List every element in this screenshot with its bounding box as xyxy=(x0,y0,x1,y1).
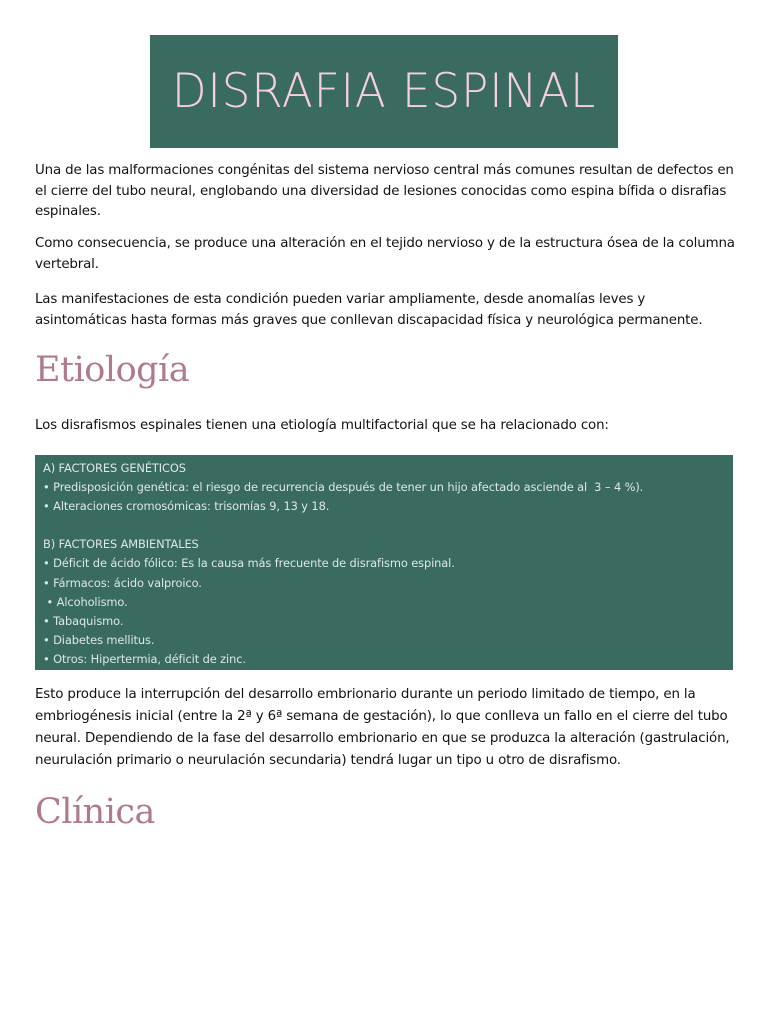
intro-paragraph-2: Como consecuencia, se produce una alteración en el tejido nervioso y de la estructura ósea de la columna vertebral. xyxy=(35,236,735,272)
list-item: • Otros: Hipertermia, déficit de zinc. xyxy=(43,651,246,666)
spacer xyxy=(43,516,725,535)
intro-paragraph-3: Las manifestaciones de esta condición pueden variar ampliamente, desde anomalías leves y asintomáticas hasta formas más graves que conllevan discapacidad física y neurológica permanente. xyxy=(35,292,703,328)
etiologia-lead: Los disrafismos espinales tienen una etiología multifactorial que se ha relacionado con: xyxy=(35,418,609,433)
title-banner xyxy=(150,35,618,148)
factors-box xyxy=(35,455,733,670)
list-item: • Predisposición genética: el riesgo de recurrencia después de tener un hijo afectado asciende al 3 – 4 %). xyxy=(43,480,644,495)
section-heading-etiologia: Etiología xyxy=(35,350,190,390)
list-item: • Tabaquismo. xyxy=(43,613,124,628)
list-item: • Alteraciones cromosómicas: trisomías 9, 13 y 18. xyxy=(43,499,330,514)
intro-paragraph-1: Una de las malformaciones congénitas del sistema nervioso central más comunes resultan de defectos en el cierre del tubo neural, englobando una diversidad de lesiones conocidas como espina bífida o disrafias espinales. xyxy=(35,163,734,219)
list-item: • Déficit de ácido fólico: Es la causa más frecuente de disrafismo espinal. xyxy=(43,556,455,571)
environmental-factors-title: B) FACTORES AMBIENTALES xyxy=(43,537,199,552)
page-title: DISRAFIA ESPINAL xyxy=(171,64,597,119)
list-item: • Diabetes mellitus. xyxy=(43,632,155,647)
list-item: • Fármacos: ácido valproico. xyxy=(43,575,202,590)
genetic-factors-title: A) FACTORES GENÉTICOS xyxy=(43,461,186,475)
section-heading-clinica: Clínica xyxy=(35,792,155,832)
etiologia-conclusion: Esto produce la interrupción del desarrollo embrionario durante un periodo limitado de tiempo, en la embriogénesis inicial (entre la 2ª y 6ª semana de gestación), lo que conlleva un fallo en el cierre del tubo neural. Dependiendo de la fase del desarrollo embrionario en que se produzca la alteración (gastrulación, neurulación primario o neurulación secundaria) tendrá lugar un tipo u otro de disrafismo. xyxy=(35,687,730,768)
list-item: • Alcoholismo. xyxy=(43,594,128,609)
